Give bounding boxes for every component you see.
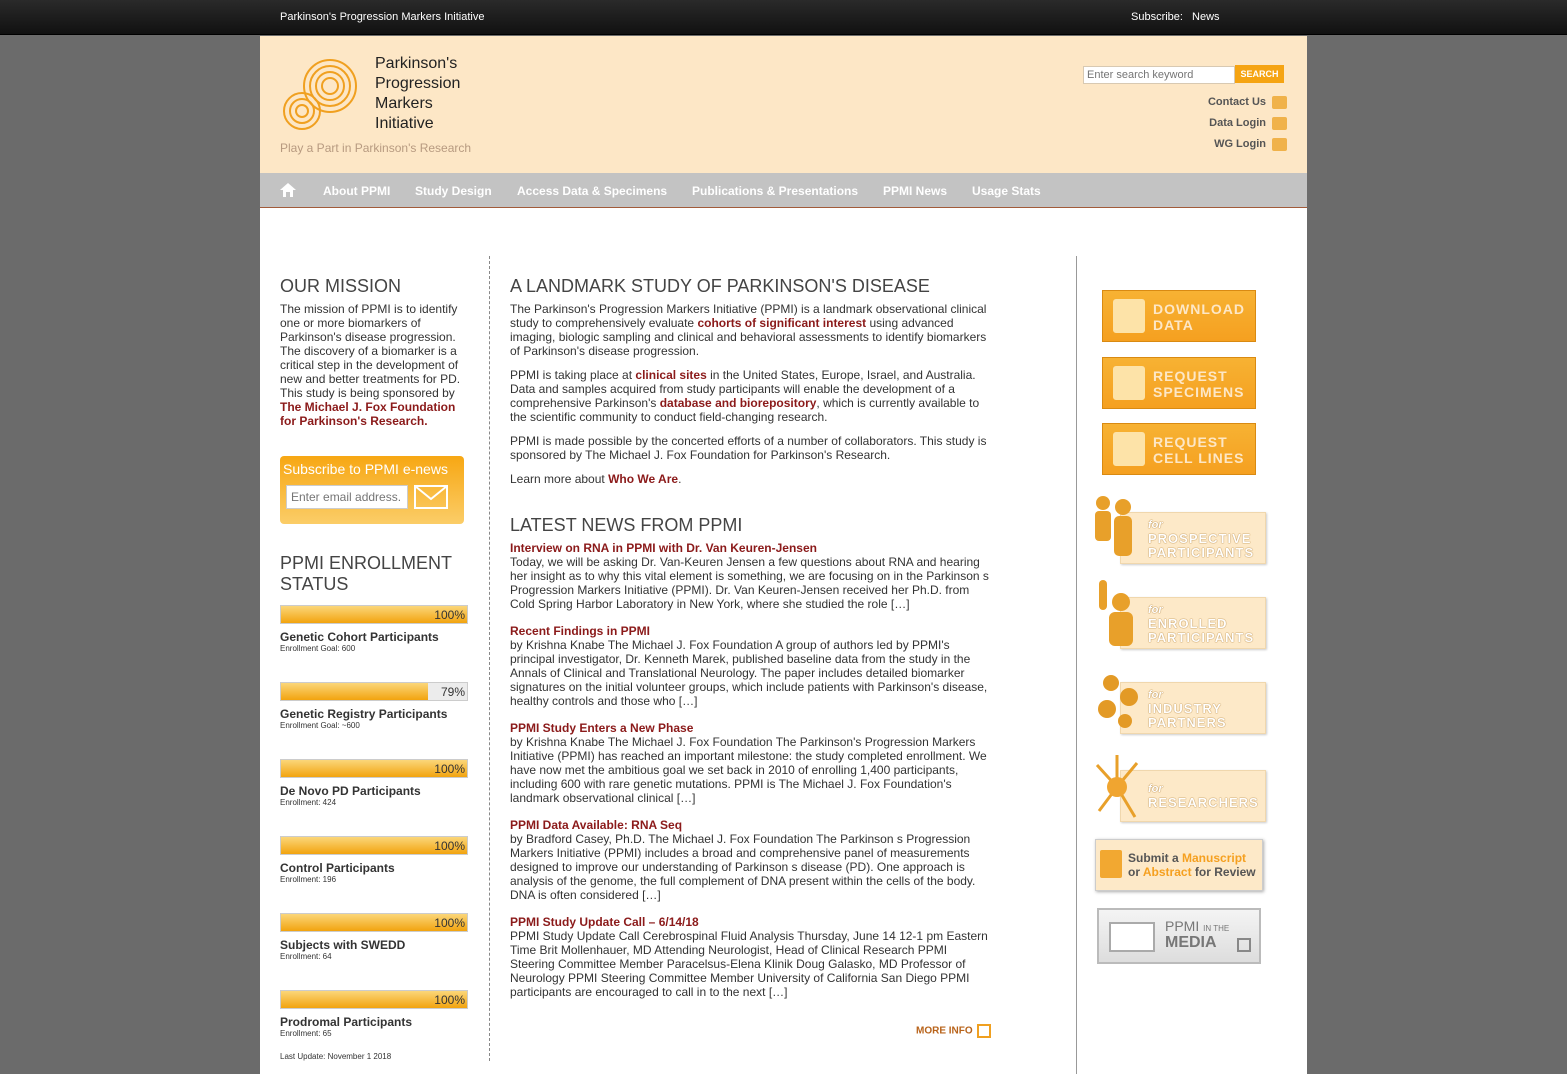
text: , which is currently available to the scientific community to conduct field-changing research. [510,396,980,424]
card-line: PARTICIPANTS [1148,630,1255,645]
envelope-icon [1272,96,1287,109]
bar-goal: Enrollment: 65 [280,1029,332,1038]
cohorts-link[interactable]: cohorts of significant interest [697,316,867,330]
search-box [1083,65,1279,84]
person-raised-hand-icon [1091,578,1143,650]
contact-us-link[interactable] [1208,95,1287,116]
center-column [510,276,990,999]
bar-goal: Enrollment: 64 [280,952,332,961]
search-input[interactable] [1083,66,1235,84]
subscribe-area [1131,11,1226,23]
bar-goal: Enrollment Goal: 600 [280,644,356,653]
bar-goal: Enrollment Goal: ~600 [280,721,360,730]
page [260,36,1307,1074]
last-update: Last Update: November 1 2018 [280,1052,392,1061]
bar-goal: Enrollment: 424 [280,798,337,807]
progress-pct: 79% [440,685,465,699]
data-login-link[interactable] [1208,116,1287,137]
arrow-right-icon [977,1024,991,1038]
enrollment-title: PPMI ENROLLMENT STATUS [280,553,452,594]
search-button[interactable]: SEARCH [1235,65,1284,83]
card-line: PARTNERS [1148,715,1227,730]
btn-line: DOWNLOAD [1153,301,1245,317]
bar-name: Genetic Cohort Participants [280,630,439,644]
progress-bar [280,759,468,778]
mjff-link[interactable]: The Michael J. Fox Foundation for Parkinson's Research. [280,400,456,428]
card-for: for [1148,519,1163,531]
news-title: LATEST NEWS FROM PPMI [510,515,743,535]
btn-line: DATA [1153,317,1194,333]
ppmi-in-media-button[interactable] [1097,908,1261,964]
card-line: RESEARCHERS [1148,795,1259,810]
bar-name: De Novo PD Participants [280,784,421,798]
email-input[interactable] [286,485,408,509]
logo-line: Parkinson's [375,55,458,72]
ppmi-logo-icon[interactable] [280,56,360,136]
mission-text [280,302,470,428]
study-paragraph [510,302,990,358]
mission-body: The mission of PPMI is to identify one or more biomarkers of Parkinson's disease progression. The discovery of a biomarker is a critical step in the development of new and better treatments for PD. This study is being sponsored by [280,302,461,400]
left-column [280,276,470,1061]
bar-name: Subjects with SWEDD [280,938,406,952]
study-paragraph [510,472,990,486]
lock-icon [1272,138,1287,151]
study-paragraph: PPMI is made possible by the concerted efforts of a number of collaborators. This study is sponsored by The Michael J. Fox Foundation for Parkinson's Research. [510,434,987,462]
who-we-are-link[interactable]: Who We Are [608,472,679,486]
enrollment-bar [280,682,470,759]
prospective-participants-card[interactable] [1120,512,1266,564]
card-line: PROSPECTIVE [1148,531,1252,546]
text: . [678,472,682,486]
more-info-link[interactable] [916,1024,991,1038]
nav-usage-stats[interactable]: Usage Stats [972,184,1041,198]
card-for: for [1148,689,1163,701]
progress-pct: 100% [434,993,465,1007]
card-for: for [1148,604,1163,616]
text: Learn more about [510,472,609,486]
enrollment-bar [280,605,470,682]
text: for Review [1191,865,1256,879]
card-line: INDUSTRY [1148,701,1222,716]
logo-line: Markers [375,95,433,112]
logo-line: Initiative [375,115,434,132]
main-nav [260,173,1307,208]
text: in the United States, Europe, Israel, and Australia. Data and samples acquired from study participants will enable the development of a comprehensive Parkinson's [510,368,976,410]
news-body: PPMI Study Update Call Cerebrospinal Fluid Analysis Thursday, June 14 12-1 pm Eastern Time Brit Mollenhauer, MD Attending Neurologist, Head of Clinical Research PPMI Steering Committee Member Paracelsus-Elena Klinik Doug Galasko, MD Professor of Neurology PPMI Steering Committee Member University of California San Diego PPMI participants are encouraged to call in to the next […] [510,929,988,999]
nav-news[interactable]: PPMI News [883,184,948,198]
header [260,36,1307,173]
enrolled-participants-card[interactable] [1120,597,1266,649]
tagline: Play a Part in Parkinson's Research [280,141,472,155]
progress-bar [280,913,468,932]
news-headline-link[interactable]: PPMI Study Enters a New Phase [510,721,694,735]
progress-pct: 100% [434,608,465,622]
test-tubes-icon [1113,366,1145,400]
wg-login-label: WG Login [1214,138,1266,150]
progress-pct: 100% [434,916,465,930]
request-specimens-button[interactable] [1102,357,1256,409]
text: Manuscript [1182,851,1247,865]
text: IN THE [1203,924,1230,933]
document-icon [1100,850,1122,878]
column-divider [1076,256,1077,1074]
nav-access-data[interactable]: Access Data & Specimens [517,184,668,198]
news-item [510,818,990,902]
progress-bar [280,682,468,701]
news-link[interactable]: News [1192,11,1220,23]
enrollment-bar [280,759,470,836]
home-icon[interactable] [280,183,296,197]
database-link[interactable]: database and biorepository [659,396,817,410]
contact-us-label: Contact Us [1207,96,1266,108]
btn-line: SPECIMENS [1153,384,1245,400]
wg-login-link[interactable] [1208,137,1287,158]
text: Submit a [1128,851,1183,865]
request-cell-lines-button[interactable] [1102,423,1256,475]
progress-pct: 100% [434,839,465,853]
news-body: by Krishna Knabe The Michael J. Fox Foundation A group of authors led by PPMI's principal investigator, Dr. Kenneth Marek, published baseline data from the study in the Annals of Clinical and Translational Neurology. The paper includes detailed biomarker signatures on the initial volunteer groups, which include patients with Parkinson's disease, healthy controls and those who […] [510,638,988,708]
industry-partners-card[interactable] [1120,682,1266,734]
news-body: by Bradford Casey, Ph.D. The Michael J. Fox Foundation The Parkinson s Progression Markers Initiative (PPMI) includes a broad and comprehensive panel of measurements designed to improve our understanding of Parkinson s disease (PD). One approach is analysis of the genome, the full complement of DNA present within the cells of the body. DNA is often considered […] [510,832,976,902]
clinical-sites-link[interactable]: clinical sites [635,368,707,382]
btn-line: REQUEST [1153,434,1228,450]
news-body: Today, we will be asking Dr. Van-Keuren Jensen a few questions about RNA and hearing her insight as to why this vital element is something, we are focusing on in the Parkinson s Progression Markers Initiative (PPMI). Dr. Van Keuren-Jensen received her Ph.D. from Cold Spring Harbor Laboratory in New York, where she studied the role […] [510,555,989,611]
btn-line: REQUEST [1153,368,1228,384]
bar-name: Genetic Registry Participants [280,707,448,721]
logo-text[interactable] [375,54,460,134]
news-list [510,541,990,1012]
download-data-button[interactable] [1102,290,1256,342]
text: Abstract [1142,865,1192,879]
news-item [510,624,990,708]
nav-about[interactable]: About PPMI [323,184,391,198]
btn-line: CELL LINES [1153,450,1245,466]
neuron-icon [1091,751,1143,823]
text: PPMI [1165,918,1200,934]
microscope-icon [1113,432,1145,466]
site-name[interactable]: Parkinson's Progression Markers Initiative [280,11,485,23]
enews-signup [280,456,464,524]
mission-title: OUR MISSION [280,276,402,296]
enrollment-bar [280,836,470,913]
subscribe-label: Subscribe: [1131,11,1183,23]
nav-study-design[interactable]: Study Design [415,184,492,198]
text: or [1128,865,1143,879]
bar-name: Prodromal Participants [280,1015,413,1029]
news-body: by Krishna Knabe The Michael J. Fox Foundation The Parkinson's Progression Markers Initiative (PPMI) has reached an important milestone: the study completed enrollment. We have now met the ambitious goal we set back in 2010 of enrolling 1,400 participants, including 600 with rare genetic mutations. PPMI is The Michael J. Fox Foundation's landmark observational clinical […] [510,735,987,805]
text: The Parkinson's Progression Markers Initiative (PPMI) is a landmark observational clinical study to comprehensively evaluate [510,302,987,330]
submit-manuscript-button[interactable] [1095,839,1263,891]
header-links [1208,95,1287,158]
news-headline-link[interactable]: Recent Findings in PPMI [510,624,651,638]
news-item [510,915,990,999]
molecule-icon [1091,663,1143,735]
text: PPMI is taking place at [510,368,636,382]
text: using advanced imaging, biologic sampling and clinical and behavioral assessments to identify biomarkers of Parkinson's disease progression. [510,316,987,358]
enews-title: Subscribe to PPMI e-news [283,461,448,477]
card-line: ENROLLED [1148,616,1228,631]
nav-publications[interactable]: Publications & Presentations [692,184,859,198]
study-title: A LANDMARK STUDY OF PARKINSON'S DISEASE [510,276,930,296]
news-headline-link[interactable]: PPMI Study Update Call – 6/14/18 [510,915,699,929]
text: MEDIA [1165,934,1217,951]
progress-bar [280,605,468,624]
lock-icon [1272,117,1287,130]
enrollment-bar [280,913,470,990]
progress-fill [281,683,428,700]
news-item [510,721,990,805]
enrollment-bars [280,605,470,1067]
card-line: PARTICIPANTS [1148,545,1255,560]
news-headline-link[interactable]: Interview on RNA in PPMI with Dr. Van Keuren-Jensen [510,541,817,555]
progress-bar [280,990,468,1009]
top-bar [0,0,1567,35]
card-for: for [1148,783,1163,795]
news-item [510,541,990,611]
monitor-icon [1113,299,1145,333]
progress-bar [280,836,468,855]
researchers-card[interactable] [1120,770,1266,822]
logo-line: Progression [375,75,461,92]
bar-name: Control Participants [280,861,395,875]
bar-goal: Enrollment: 196 [280,875,337,884]
data-login-label: Data Login [1209,117,1266,129]
progress-pct: 100% [434,762,465,776]
play-arrow-icon [1237,938,1251,952]
people-icon [1091,493,1143,565]
study-paragraph [510,368,990,424]
envelope-icon[interactable] [414,485,448,509]
more-info-label: MORE INFO [916,1025,973,1037]
column-divider [489,256,490,1061]
newspaper-icon [1109,922,1155,952]
news-headline-link[interactable]: PPMI Data Available: RNA Seq [510,818,683,832]
